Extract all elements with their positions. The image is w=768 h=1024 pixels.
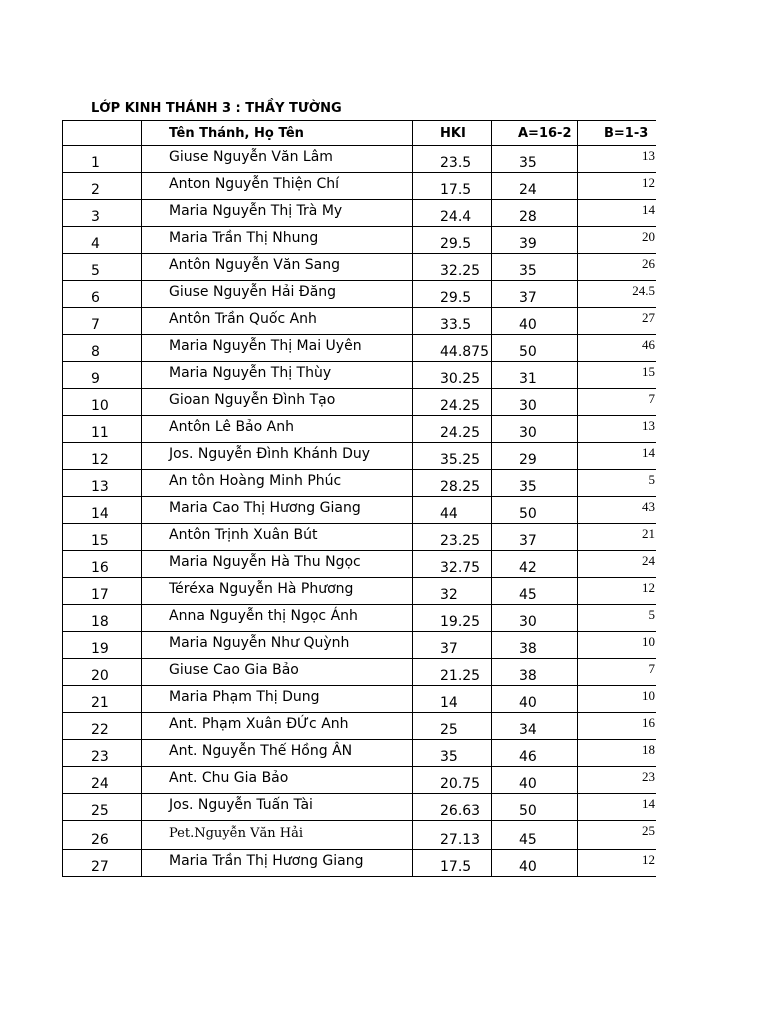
table-row [63,686,657,713]
row-number-cell: 17 [63,578,142,605]
b-score-cell: 14 [578,443,657,470]
hki-score-cell: 24.4 [413,200,492,227]
header-a: A=16-2 [492,121,578,146]
student-name-cell: Maria Nguyễn Như Quỳnh [142,632,413,659]
a-score-cell: 40 [492,767,578,794]
table-row [63,308,657,335]
row-number-cell: 18 [63,605,142,632]
hki-score-cell: 32 [413,578,492,605]
row-number-cell: 20 [63,659,142,686]
b-score-cell: 23 [578,767,657,794]
b-score-cell: 27 [578,308,657,335]
table-row [63,362,657,389]
a-score-cell: 40 [492,308,578,335]
student-name-cell: Maria Nguyễn Thị Mai Uyên [142,335,413,362]
table-row [63,740,657,767]
row-number-cell: 13 [63,470,142,497]
table-row [63,767,657,794]
a-score-cell: 30 [492,605,578,632]
student-name-cell: Téréxa Nguyễn Hà Phương [142,578,413,605]
table-row [63,794,657,821]
a-score-cell: 28 [492,200,578,227]
b-score-cell: 16 [578,713,657,740]
student-name-cell: Maria Cao Thị Hương Giang [142,497,413,524]
student-name-cell: Maria Nguyễn Thị Thùy [142,362,413,389]
student-name-cell: Jos. Nguyễn Đình Khánh Duy [142,443,413,470]
hki-score-cell: 26.63 [413,794,492,821]
a-score-cell: 30 [492,389,578,416]
row-number-cell: 14 [63,497,142,524]
hki-score-cell: 21.25 [413,659,492,686]
a-score-cell: 37 [492,524,578,551]
table-row [63,497,657,524]
a-score-cell: 50 [492,794,578,821]
a-score-cell: 45 [492,821,578,850]
hki-score-cell: 35.25 [413,443,492,470]
a-score-cell: 40 [492,686,578,713]
table-row [63,173,657,200]
hki-score-cell: 37 [413,632,492,659]
table-row [63,416,657,443]
row-number-cell: 22 [63,713,142,740]
header-row [63,121,657,146]
b-score-cell: 12 [578,173,657,200]
table-row [63,146,657,173]
a-score-cell: 38 [492,632,578,659]
row-number-cell: 3 [63,200,142,227]
a-score-cell: 37 [492,281,578,308]
table-row [63,200,657,227]
student-name-cell: Antôn Trịnh Xuân Bút [142,524,413,551]
student-name-cell: Maria Nguyễn Hà Thu Ngọc [142,551,413,578]
a-score-cell: 34 [492,713,578,740]
table-row [63,632,657,659]
student-name-cell: Giuse Nguyễn Hải Đăng [142,281,413,308]
b-score-cell: 46 [578,335,657,362]
a-score-cell: 24 [492,173,578,200]
table-row [63,659,657,686]
row-number-cell: 7 [63,308,142,335]
b-score-cell: 7 [578,389,657,416]
row-number-cell: 4 [63,227,142,254]
row-number-cell: 12 [63,443,142,470]
a-score-cell: 38 [492,659,578,686]
b-score-cell: 25 [578,821,657,850]
a-score-cell: 35 [492,470,578,497]
hki-score-cell: 19.25 [413,605,492,632]
b-score-cell: 20 [578,227,657,254]
b-score-cell: 7 [578,659,657,686]
row-number-cell: 9 [63,362,142,389]
a-score-cell: 40 [492,850,578,877]
header-hki: HKI [413,121,492,146]
table-row [63,281,657,308]
table-row [63,578,657,605]
table-row [63,713,657,740]
table-row [63,389,657,416]
row-number-cell: 2 [63,173,142,200]
row-number-cell: 25 [63,794,142,821]
hki-score-cell: 44.875 [413,335,492,362]
sheet-title: LỚP KINH THÁNH 3 : THẦY TƯỜNG [91,101,342,116]
student-name-cell: Maria Trần Thị Nhung [142,227,413,254]
student-name-cell: Ant. Nguyễn Thế Hồng ÂN [142,740,413,767]
table-row [63,227,657,254]
a-score-cell: 35 [492,254,578,281]
table-row [63,850,657,877]
student-name-cell: Antôn Lê Bảo Anh [142,416,413,443]
table-row [63,551,657,578]
row-number-cell: 8 [63,335,142,362]
student-name-cell: Ant. Phạm Xuân ĐỨc Anh [142,713,413,740]
b-score-cell: 15 [578,362,657,389]
student-name-cell: Anton Nguyễn Thiện Chí [142,173,413,200]
b-score-cell: 24 [578,551,657,578]
table-row [63,821,657,850]
row-number-cell: 24 [63,767,142,794]
table-row [63,443,657,470]
hki-score-cell: 29.5 [413,227,492,254]
roster-table [62,120,656,877]
roster-body [63,146,657,877]
a-score-cell: 30 [492,416,578,443]
hki-score-cell: 32.75 [413,551,492,578]
row-number-cell: 6 [63,281,142,308]
header-name: Tên Thánh, Họ Tên [142,121,413,146]
student-name-cell: Ant. Chu Gia Bảo [142,767,413,794]
b-score-cell: 13 [578,416,657,443]
b-score-cell: 10 [578,686,657,713]
b-score-cell: 18 [578,740,657,767]
b-score-cell: 10 [578,632,657,659]
row-number-cell: 10 [63,389,142,416]
row-number-cell: 15 [63,524,142,551]
student-name-cell: Maria Phạm Thị Dung [142,686,413,713]
hki-score-cell: 35 [413,740,492,767]
b-score-cell: 12 [578,578,657,605]
table-row [63,470,657,497]
a-score-cell: 45 [492,578,578,605]
hki-score-cell: 23.5 [413,146,492,173]
a-score-cell: 39 [492,227,578,254]
header-b: B=1-3 [578,121,657,146]
row-number-cell: 16 [63,551,142,578]
table-row [63,335,657,362]
table-row [63,605,657,632]
table-row [63,524,657,551]
student-name-cell: Gioan Nguyễn Đình Tạo [142,389,413,416]
hki-score-cell: 23.25 [413,524,492,551]
b-score-cell: 14 [578,200,657,227]
b-score-cell: 14 [578,794,657,821]
student-name-cell: Antôn Nguyễn Văn Sang [142,254,413,281]
a-score-cell: 46 [492,740,578,767]
hki-score-cell: 28.25 [413,470,492,497]
student-name-cell: Giuse Cao Gia Bảo [142,659,413,686]
b-score-cell: 26 [578,254,657,281]
row-number-cell: 27 [63,850,142,877]
class-roster-sheet [62,120,656,877]
row-number-cell: 11 [63,416,142,443]
a-score-cell: 50 [492,497,578,524]
b-score-cell: 5 [578,605,657,632]
row-number-cell: 26 [63,821,142,850]
hki-score-cell: 24.25 [413,389,492,416]
b-score-cell: 13 [578,146,657,173]
row-number-cell: 21 [63,686,142,713]
a-score-cell: 31 [492,362,578,389]
student-name-cell: Antôn Trần Quốc Anh [142,308,413,335]
row-number-cell: 23 [63,740,142,767]
student-name-cell: Maria Nguyễn Thị Trà My [142,200,413,227]
hki-score-cell: 25 [413,713,492,740]
hki-score-cell: 24.25 [413,416,492,443]
b-score-cell: 12 [578,850,657,877]
a-score-cell: 29 [492,443,578,470]
student-name-cell: Giuse Nguyễn Văn Lâm [142,146,413,173]
hki-score-cell: 30.25 [413,362,492,389]
b-score-cell: 43 [578,497,657,524]
table-row [63,254,657,281]
b-score-cell: 5 [578,470,657,497]
student-name-cell: An tôn Hoàng Minh Phúc [142,470,413,497]
hki-score-cell: 32.25 [413,254,492,281]
student-name-cell: Maria Trần Thị Hương Giang [142,850,413,877]
row-number-cell: 19 [63,632,142,659]
hki-score-cell: 27.13 [413,821,492,850]
row-number-cell: 5 [63,254,142,281]
hki-score-cell: 44 [413,497,492,524]
a-score-cell: 42 [492,551,578,578]
hki-score-cell: 33.5 [413,308,492,335]
student-name-cell: Anna Nguyễn thị Ngọc Ánh [142,605,413,632]
row-number-cell: 1 [63,146,142,173]
student-name-cell: Pet.Nguyễn Văn Hải [142,821,413,850]
hki-score-cell: 14 [413,686,492,713]
hki-score-cell: 17.5 [413,850,492,877]
hki-score-cell: 17.5 [413,173,492,200]
b-score-cell: 21 [578,524,657,551]
hki-score-cell: 20.75 [413,767,492,794]
hki-score-cell: 29.5 [413,281,492,308]
b-score-cell: 24.5 [578,281,657,308]
a-score-cell: 50 [492,335,578,362]
header-number [63,121,142,146]
a-score-cell: 35 [492,146,578,173]
student-name-cell: Jos. Nguyễn Tuấn Tài [142,794,413,821]
